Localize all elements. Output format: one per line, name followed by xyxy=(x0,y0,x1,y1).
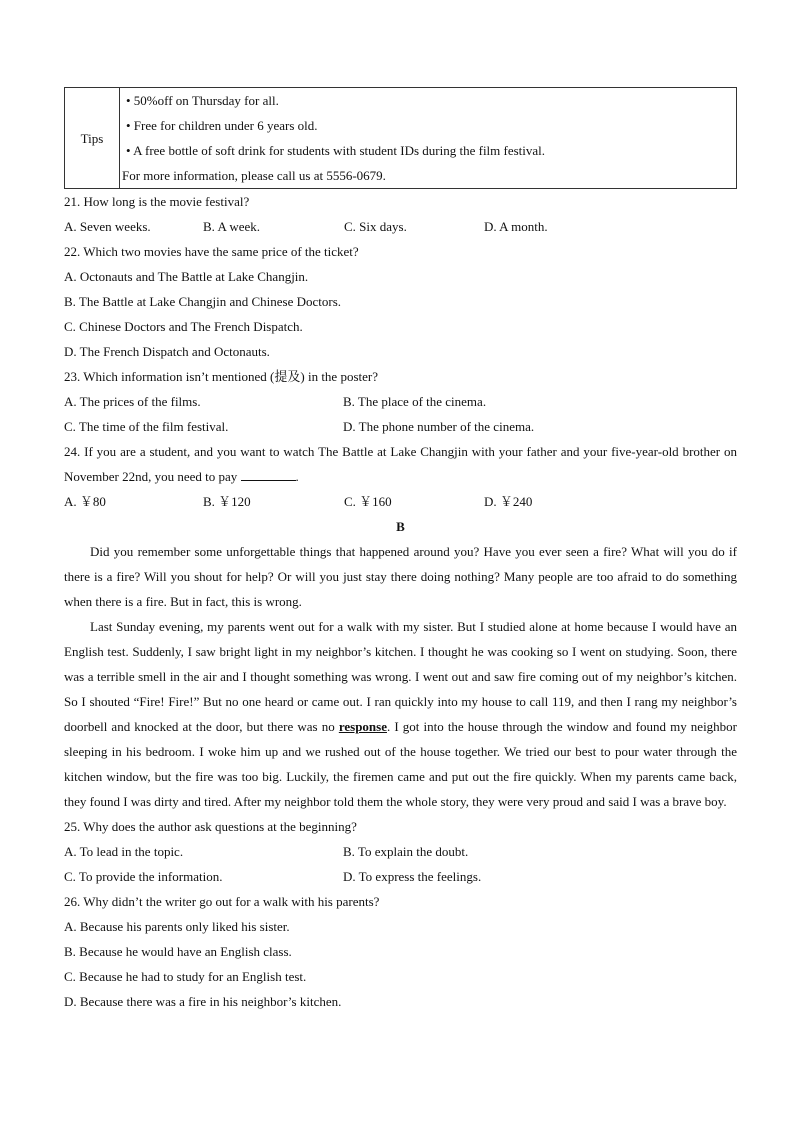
passage-text: . I got into the house through the window and found my neighbor sleeping in his bedroom. I woke him up and we rushed out of the house together. We tried our best to pour water through the kitchen window, but the fire was too big. Luckily, the firemen came and put out the fire quickly. When my parents came back, they found I was dirty and tired. After my neighbor told them the whole story, they were very proud and said I was a brave boy. xyxy=(64,719,738,809)
option-a: A. To lead in the topic. xyxy=(64,844,184,859)
question-24-end: . xyxy=(295,469,299,484)
keyword-response: response xyxy=(338,719,387,734)
question-23-options-row-1 xyxy=(64,389,737,414)
tip-line: • Free for children under 6 years old. xyxy=(126,118,318,133)
passage-paragraph-2 xyxy=(64,614,737,814)
tip-line: • 50%off on Thursday for all. xyxy=(126,93,279,108)
option-d: D. The French Dispatch and Octonauts. xyxy=(64,344,270,359)
option-a: A. Octonauts and The Battle at Lake Changjin. xyxy=(64,269,309,284)
option-b: B. ￥120 xyxy=(203,494,251,509)
option-d: D. To express the feelings. xyxy=(343,869,482,884)
option-b: B. A week. xyxy=(203,219,261,234)
option-a: A. Seven weeks. xyxy=(64,219,151,234)
question-22-stem: 22. Which two movies have the same price of the ticket? xyxy=(64,244,359,259)
question-25-options-row-2 xyxy=(64,864,737,889)
section-heading: B xyxy=(396,519,405,534)
question-24-options xyxy=(64,489,737,514)
option-d: D. The phone number of the cinema. xyxy=(343,419,535,434)
tips-table xyxy=(64,87,737,189)
option-c: C. Six days. xyxy=(344,219,407,234)
option-c: C. Because he had to study for an English test. xyxy=(64,969,307,984)
tip-line: • A free bottle of soft drink for students with student IDs during the film festival. xyxy=(126,143,546,158)
tips-more-info: For more information, please call us at 5556-0679. xyxy=(122,168,386,183)
option-c: C. The time of the film festival. xyxy=(64,419,229,434)
question-26-stem: 26. Why didn’t the writer go out for a walk with his parents? xyxy=(64,894,380,909)
question-25-options-row-1 xyxy=(64,839,737,864)
question-24-stem xyxy=(64,439,737,489)
option-d: D. ￥240 xyxy=(484,494,533,509)
question-21-stem: 21. How long is the movie festival? xyxy=(64,194,250,209)
option-c: C. ￥160 xyxy=(344,494,392,509)
question-24-text: 24. If you are a student, and you want to watch The Battle at Lake Changjin with your father and your five-year-old brother on November 22nd, you need to pay xyxy=(64,444,737,484)
option-a: A. ￥80 xyxy=(64,494,106,509)
option-b: B. To explain the doubt. xyxy=(343,844,469,859)
passage-text: Last Sunday evening, my parents went out for a walk with my sister. But I studied alone at home because I would have an English test. Suddenly, I saw bright light in my neighbor’s kitchen. I thought he was cooking so I went on studying. Soon, there was a terrible smell in the air and I thought something was wrong. I went out and saw fire coming out of my neighbor’s kitchen. So I shouted “Fire! Fire!” But no one heard or came out. I ran quickly into my house to call 119, and then I rang my neighbor’s doorbell and knocked at the door, but there was no xyxy=(64,619,737,734)
option-b: B. Because he would have an English class. xyxy=(64,944,292,959)
question-21-options xyxy=(64,214,737,239)
option-c: C. Chinese Doctors and The French Dispatch. xyxy=(64,319,303,334)
option-d: D. A month. xyxy=(484,219,548,234)
option-a: A. The prices of the films. xyxy=(64,394,201,409)
question-25-stem: 25. Why does the author ask questions at the beginning? xyxy=(64,819,357,834)
option-d: D. Because there was a fire in his neighbor’s kitchen. xyxy=(64,994,342,1009)
option-c: C. To provide the information. xyxy=(64,869,223,884)
tips-body xyxy=(120,88,737,189)
option-b: B. The Battle at Lake Changjin and Chinese Doctors. xyxy=(64,294,342,309)
tips-label: Tips xyxy=(65,88,120,189)
passage-paragraph-1: Did you remember some unforgettable things that happened around you? Have you ever seen a fire? What will you do if there is a fire? Will you shout for help? Or will you just stay there doing nothing? Many people are too afraid to do something when there is a fire. But in fact, this is wrong. xyxy=(64,544,737,609)
question-23-options-row-2 xyxy=(64,414,737,439)
exam-page xyxy=(64,87,737,1014)
option-a: A. Because his parents only liked his sister. xyxy=(64,919,290,934)
answer-blank xyxy=(241,466,296,481)
question-23-stem: 23. Which information isn’t mentioned (提及) in the poster? xyxy=(64,369,378,384)
option-b: B. The place of the cinema. xyxy=(343,394,487,409)
